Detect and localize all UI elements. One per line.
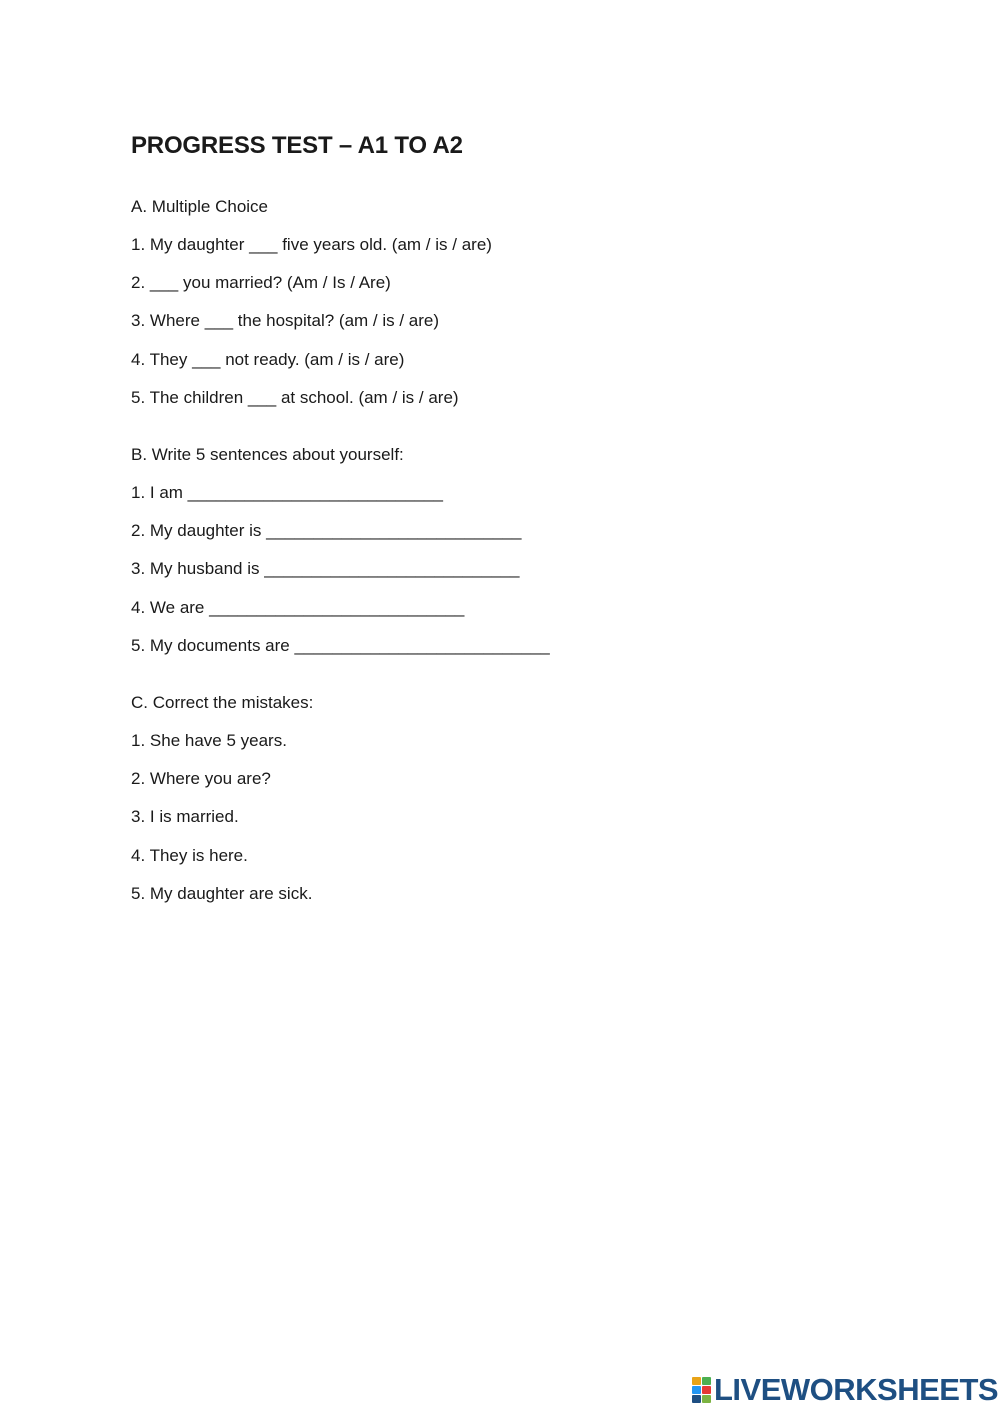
section-b-item-3: 3. My husband is ___________________________ [131,559,520,578]
section-c-heading: C. Correct the mistakes: [131,693,314,712]
section-a-item-4: 4. They ___ not ready. (am / is / are) [131,350,405,369]
section-a-item-5: 5. The children ___ at school. (am / is / are) [131,388,459,407]
section-c-item-4: 4. They is here. [131,846,248,865]
section-b-item-2: 2. My daughter is ___________________________ [131,521,522,540]
section-c-item-1: 1. She have 5 years. [131,731,287,750]
section-b-item-1: 1. I am ___________________________ [131,483,443,502]
section-c-item-5: 5. My daughter are sick. [131,884,313,903]
liveworksheets-logo-icon [692,1377,712,1403]
section-a-item-3: 3. Where ___ the hospital? (am / is / are) [131,311,440,330]
section-c-item-3: 3. I is married. [131,807,239,826]
section-b-heading: B. Write 5 sentences about yourself: [131,445,404,464]
liveworksheets-logo [692,1374,998,1406]
section-a-item-1: 1. My daughter ___ five years old. (am / is / are) [131,235,492,254]
section-b-item-4: 4. We are ___________________________ [131,598,465,617]
liveworksheets-logo-text: LIVEWORKSHEETS [714,1372,999,1407]
section-b-item-5: 5. My documents are ___________________________ [131,636,550,655]
section-a-item-2: 2. ___ you married? (Am / Is / Are) [131,273,391,292]
page-title: PROGRESS TEST – A1 TO A2 [131,132,463,159]
section-c-item-2: 2. Where you are? [131,769,271,788]
section-a-heading: A. Multiple Choice [131,197,269,216]
